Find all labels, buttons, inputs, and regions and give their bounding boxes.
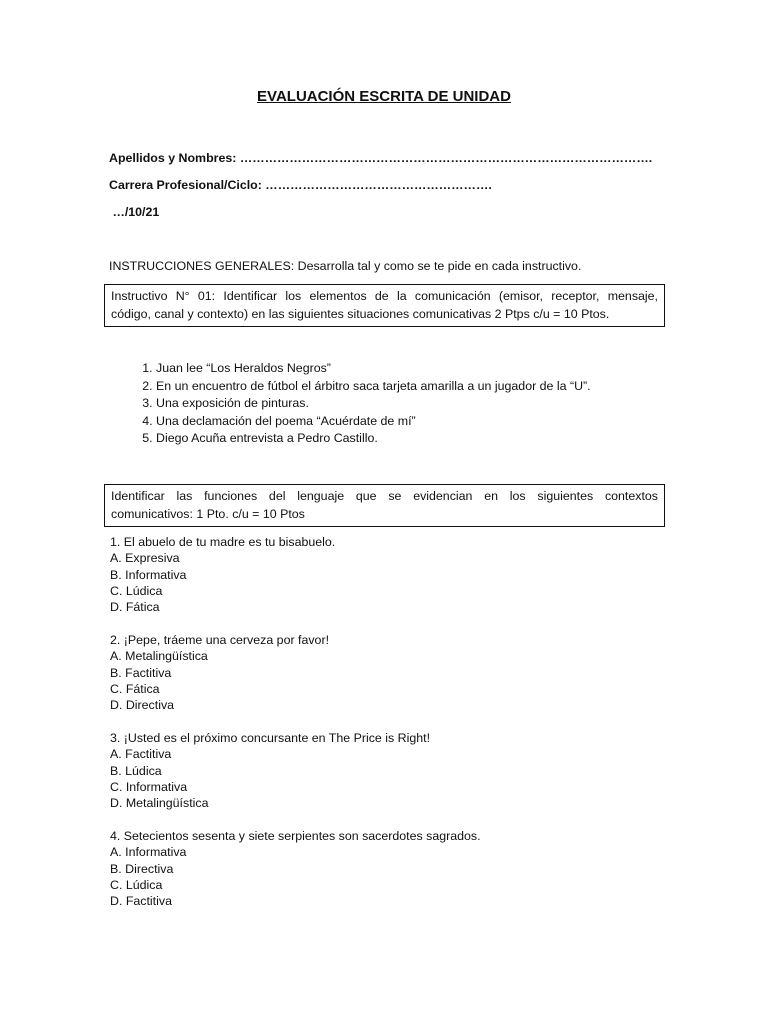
question-1 — [110, 534, 335, 615]
answer-option: D. Fática — [110, 600, 160, 615]
question-2 — [110, 632, 329, 713]
name-field: Apellidos y Nombres: ………………………………………………………………………………………. — [109, 151, 653, 165]
list-item: 4. Una declamación del poema “Acuérdate de mí” — [156, 413, 591, 431]
question-3 — [110, 730, 430, 811]
question-prompt: 4. Setecientos sesenta y siete serpientes son sacerdotes sagrados. — [110, 829, 481, 843]
answer-option: D. Directiva — [110, 698, 175, 713]
page-title: EVALUACIÓN ESCRITA DE UNIDAD — [257, 88, 511, 105]
date-field: …/10/21 — [109, 205, 160, 219]
answer-option: C. Informativa — [110, 779, 188, 794]
answer-option: C. Lúdica — [110, 877, 163, 892]
question-4 — [110, 828, 481, 909]
list-item: 2. En un encuentro de fútbol el árbitro saca tarjeta amarilla a un jugador de la “U”. — [156, 378, 591, 396]
answer-option: B. Directiva — [110, 861, 174, 876]
instruction-box-2 — [104, 484, 665, 527]
question-prompt: 2. ¡Pepe, tráeme una cerveza por favor! — [110, 633, 330, 647]
answer-option: A. Informativa — [110, 845, 187, 860]
career-field: Carrera Profesional/Ciclo: ………………………………………………. — [109, 178, 492, 192]
question-prompt: 3. ¡Usted es el próximo concursante en The Price is Right! — [110, 731, 431, 745]
general-instructions: INSTRUCCIONES GENERALES: Desarrolla tal y como se te pide en cada instructivo. — [109, 259, 582, 273]
answer-option: B. Lúdica — [110, 763, 162, 778]
answer-option: A. Expresiva — [110, 551, 180, 566]
question-prompt: 1. El abuelo de tu madre es tu bisabuelo. — [110, 535, 336, 549]
list-item: 1. Juan lee “Los Heraldos Negros” — [156, 360, 591, 378]
list-item: 3. Una exposición de pinturas. — [156, 395, 591, 413]
answer-option: B. Factitiva — [110, 665, 172, 680]
answer-option: C. Lúdica — [110, 583, 163, 598]
instruction-box-1 — [104, 284, 665, 327]
instruction-1-line-2: código, canal y contexto) en las siguientes situaciones comunicativas 2 Ptps c/u = 10 Ptos. — [111, 307, 610, 321]
instruction-2-line-1: Identificar las funciones del lenguaje que se evidencian en los siguientes contextos — [111, 489, 658, 503]
situations-list — [121, 360, 591, 448]
answer-option: B. Informativa — [110, 567, 187, 582]
instruction-1-line-1: Instructivo N° 01: Identificar los elementos de la comunicación (emisor, receptor, mensaje, — [111, 289, 658, 303]
answer-option: A. Factitiva — [110, 747, 172, 762]
answer-option: D. Factitiva — [110, 894, 172, 909]
answer-option: C. Fática — [110, 681, 160, 696]
list-item: 5. Diego Acuña entrevista a Pedro Castillo. — [156, 430, 591, 448]
instruction-2-line-2: comunicativos: 1 Pto. c/u = 10 Ptos — [111, 507, 305, 521]
answer-option: D. Metalingüística — [110, 796, 209, 811]
answer-option: A. Metalingüística — [110, 649, 208, 664]
